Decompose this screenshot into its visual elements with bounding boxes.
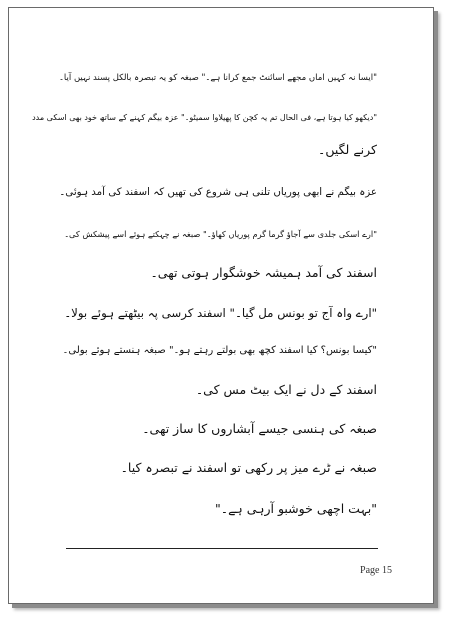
text-line-2: "دیکھو کیا ہوتا ہے، فی الحال تم یہ کچن کا پھیلاوا سمیٹو۔" عزہ بیگم کہنے کے ساتھ خود بھی اسکی مدد [32, 113, 377, 122]
text-line-7: "ارے واہ آج تو بونس مل گیا۔" اسفند کرسی پہ بیٹھتے ہوئے بولا۔ [64, 306, 377, 320]
text-line-8: "کیسا بونس؟ کیا اسفند کچھ بھی بولتے رہتے ہو۔" صبغہ ہنستے ہوئے بولی۔ [62, 345, 377, 356]
text-line-6: اسفند کی آمد ہمیشہ خوشگوار ہوتی تھی۔ [150, 265, 377, 280]
footer-divider [66, 548, 378, 549]
text-line-10: صبغہ کی ہنسی جیسے آبشاروں کا ساز تھی۔ [142, 421, 377, 436]
text-line-1: "ایسا نہ کہیں اماں مجھے اسائنٹ جمع کرانا ہے۔" صبغہ کو یہ تبصرہ بالکل پسند نہیں آیا۔ [58, 73, 377, 83]
text-line-4: عزہ بیگم نے ابھی پوریاں تلنی ہی شروع کی تھیں کہ اسفند کی آمد ہوئی۔ [59, 186, 377, 198]
text-line-5: "ارے اسکی جلدی سے آجاؤ گرما گرم پوریاں کھاؤ۔" صبغہ نے چہکتے ہوئے اسے پیشکش کی۔ [64, 229, 377, 239]
text-line-3: کرنے لگیں۔ [318, 142, 377, 157]
document-page [8, 7, 434, 604]
text-line-11: صبغہ نے ٹرے میز پر رکھی تو اسفند نے تبصرہ کیا۔ [120, 460, 377, 475]
text-line-12: "بہت اچھی خوشبو آرہی ہے۔" [215, 501, 377, 516]
text-line-9: اسفند کے دل نے ایک بیٹ مس کی۔ [195, 382, 377, 397]
page-number: Page 15 [360, 565, 392, 576]
